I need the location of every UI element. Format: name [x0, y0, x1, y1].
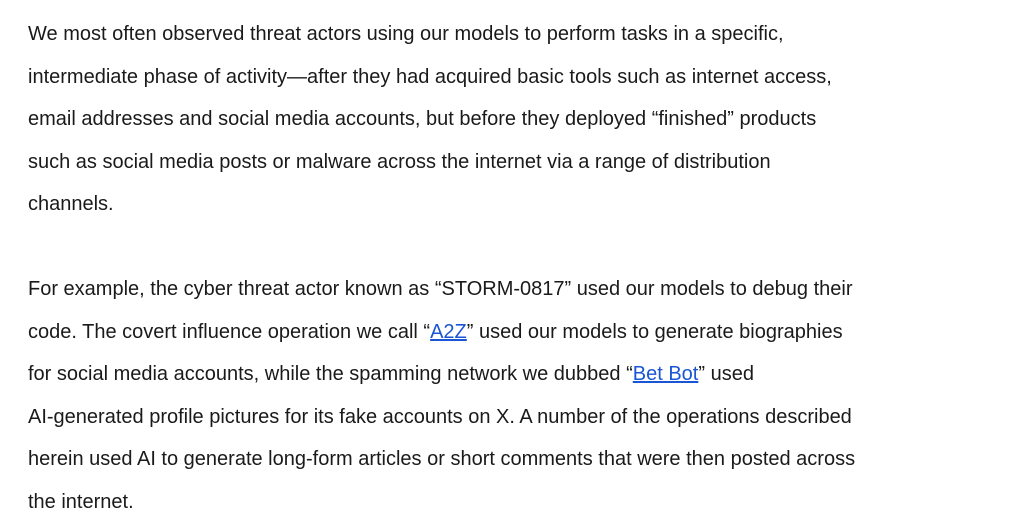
- paragraph-line: email addresses and social media accounts, but before they deployed “finished” products: [28, 108, 817, 130]
- paragraph-line: herein used AI to generate long-form articles or short comments that were then posted across: [28, 448, 856, 470]
- paragraph-line-with-link: [28, 353, 1008, 396]
- paragraph-intermediate-phase: [28, 13, 1008, 226]
- article-body: [28, 13, 1008, 523]
- a2z-link[interactable]: A2Z: [430, 320, 467, 343]
- text-segment: ” used our models to generate biographies: [466, 320, 843, 343]
- paragraph-line: channels.: [28, 193, 114, 215]
- text-segment: code. The covert influence operation we call “: [28, 320, 431, 343]
- paragraph-line-with-link: [28, 311, 1008, 354]
- paragraph-line: intermediate phase of activity—after they had acquired basic tools such as internet access,: [28, 65, 832, 88]
- paragraph-line: such as social media posts or malware across the internet via a range of distribution: [28, 150, 771, 173]
- paragraph-line: the internet.: [28, 490, 134, 513]
- paragraph-spacer: [28, 226, 1008, 269]
- bet-bot-link[interactable]: Bet Bot: [632, 363, 699, 385]
- text-segment: ” used: [698, 363, 754, 385]
- paragraph-examples: [28, 268, 1008, 523]
- paragraph-line: AI-generated profile pictures for its fake accounts on X. A number of the operations described: [28, 405, 852, 428]
- paragraph-line: We most often observed threat actors using our models to perform tasks in a specific,: [28, 23, 784, 45]
- text-segment: for social media accounts, while the spamming network we dubbed “: [28, 363, 633, 385]
- paragraph-line: For example, the cyber threat actor known as “STORM-0817” used our models to debug their: [28, 278, 853, 300]
